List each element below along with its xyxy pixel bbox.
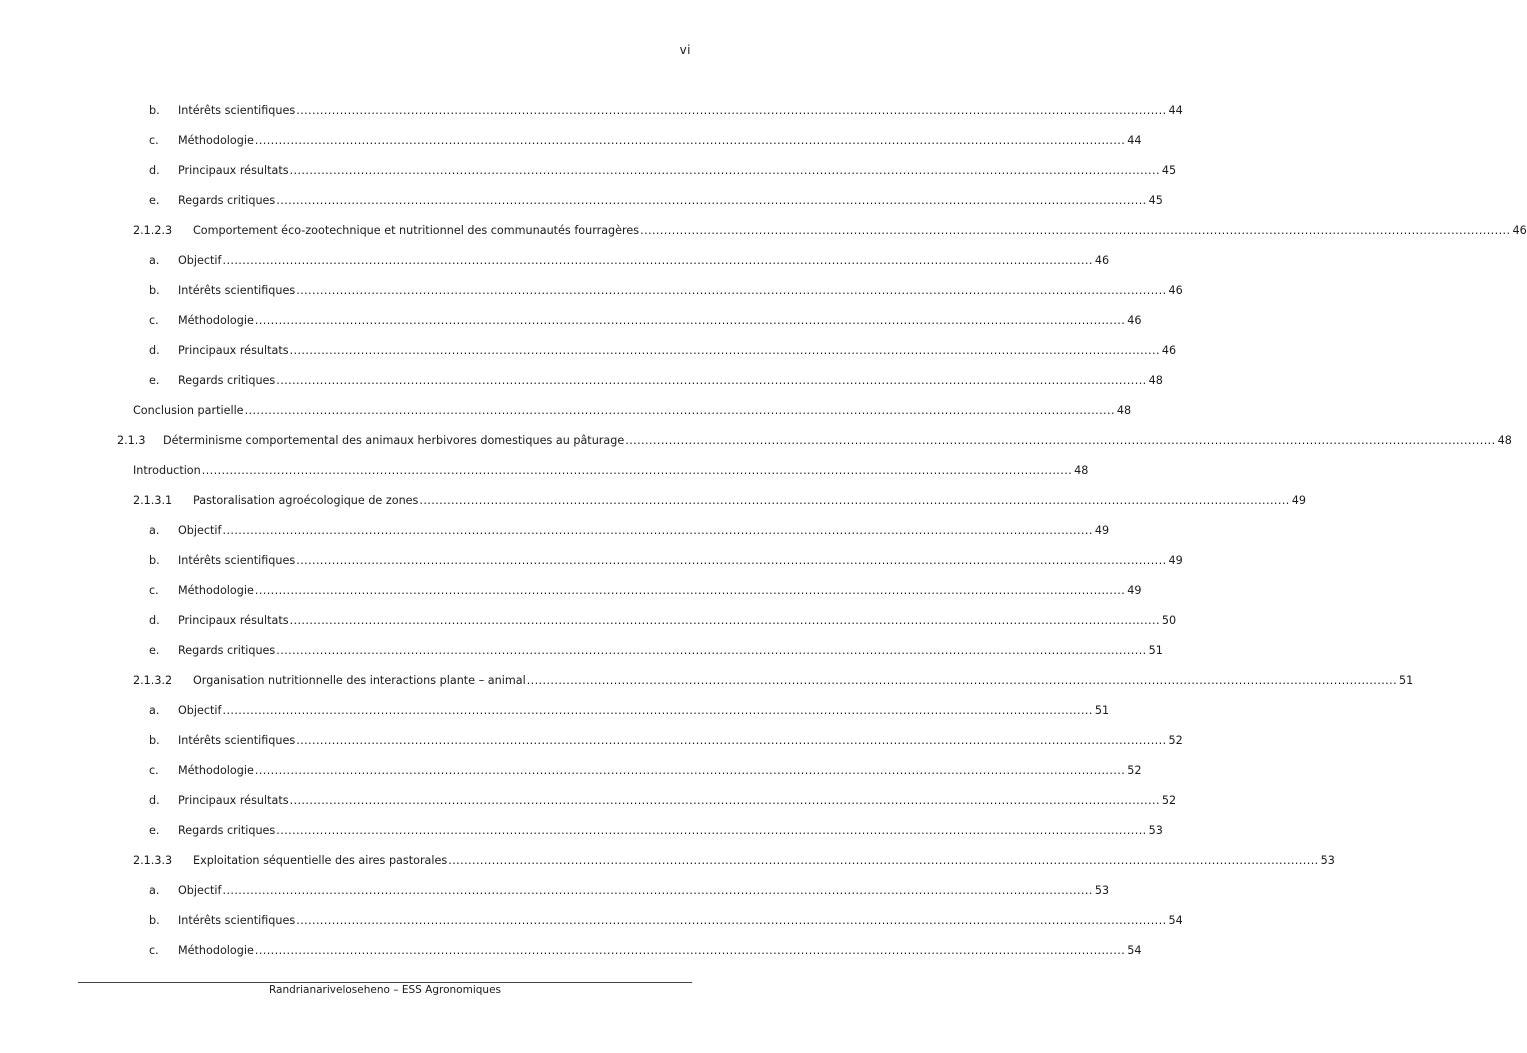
toc-entry-number: b. bbox=[149, 734, 160, 747]
toc-dot-leader: ............................................................................................................................................................................................................................ bbox=[526, 674, 1398, 687]
toc-entry-title: Objectif bbox=[178, 884, 222, 897]
toc-entry-title: Méthodologie bbox=[178, 584, 254, 597]
toc-dot-leader: ............................................................................................................................................................................................................................ bbox=[254, 584, 1126, 597]
toc-dot-leader: ............................................................................................................................................................................................................................ bbox=[276, 644, 1147, 657]
toc-entry-number: c. bbox=[149, 584, 159, 597]
toc-entry-title: Regards critiques bbox=[178, 194, 276, 207]
toc-entry[interactable] bbox=[0, 613, 1177, 629]
toc-dot-leader: ............................................................................................................................................................................................................................ bbox=[222, 884, 1093, 897]
toc-entry[interactable] bbox=[0, 103, 1183, 119]
toc-entry[interactable] bbox=[0, 523, 1110, 539]
toc-entry-number: e. bbox=[149, 644, 160, 657]
toc-entry-title: Exploitation séquentielle des aires pastorales bbox=[193, 854, 448, 867]
toc-entry[interactable] bbox=[0, 373, 1163, 389]
toc-entry-number: a. bbox=[149, 524, 160, 537]
toc-dot-leader: ............................................................................................................................................................................................................................ bbox=[296, 104, 1167, 117]
toc-entry-page: 49 bbox=[1168, 554, 1183, 567]
toc-entry-title: Intérêts scientifiques bbox=[178, 104, 296, 117]
toc-entry-title: Méthodologie bbox=[178, 314, 254, 327]
toc-entry-title: Conclusion partielle bbox=[133, 404, 244, 417]
toc-entry-number: 2.1.2.3 bbox=[133, 224, 173, 237]
toc-dot-leader: ............................................................................................................................................................................................................................ bbox=[296, 734, 1167, 747]
toc-entry-title: Principaux résultats bbox=[178, 794, 289, 807]
toc-entry[interactable] bbox=[0, 343, 1177, 359]
toc-entry[interactable] bbox=[0, 253, 1110, 269]
toc-entry-page: 51 bbox=[1148, 644, 1163, 657]
toc-dot-leader: ............................................................................................................................................................................................................................ bbox=[276, 374, 1147, 387]
toc-entry-title: Introduction bbox=[133, 464, 201, 477]
toc-entry-page: 53 bbox=[1094, 884, 1110, 897]
toc-dot-leader: ............................................................................................................................................................................................................................ bbox=[222, 254, 1093, 267]
toc-dot-leader: ............................................................................................................................................................................................................................ bbox=[296, 914, 1167, 927]
toc-entry-page: 49 bbox=[1094, 524, 1110, 537]
toc-entry[interactable] bbox=[0, 163, 1177, 179]
toc-entry-title: Regards critiques bbox=[178, 824, 276, 837]
toc-entry-page: 48 bbox=[1074, 464, 1089, 477]
toc-entry-title: Objectif bbox=[178, 524, 222, 537]
toc-entry-title: Intérêts scientifiques bbox=[178, 554, 296, 567]
toc-entry-title: Principaux résultats bbox=[178, 614, 289, 627]
toc-entry[interactable] bbox=[0, 853, 1335, 869]
toc-entry-page: 46 bbox=[1127, 314, 1142, 327]
toc-entry-page: 44 bbox=[1168, 104, 1183, 117]
toc-entry-number: a. bbox=[149, 884, 160, 897]
toc-dot-leader: ............................................................................................................................................................................................................................ bbox=[276, 824, 1147, 837]
toc-entry[interactable] bbox=[0, 283, 1183, 299]
toc-entry-number: d. bbox=[149, 344, 160, 357]
toc-entry-title: Principaux résultats bbox=[178, 344, 289, 357]
toc-entry[interactable] bbox=[0, 823, 1163, 839]
toc-dot-leader: ............................................................................................................................................................................................................................ bbox=[448, 854, 1319, 867]
toc-entry-number: d. bbox=[149, 614, 160, 627]
toc-dot-leader: ............................................................................................................................................................................................................................ bbox=[289, 794, 1160, 807]
toc-entry-number: a. bbox=[149, 704, 160, 717]
toc-entry-title: Déterminisme comportemental des animaux herbivores domestiques au pâturage bbox=[163, 434, 625, 447]
toc-entry-title: Intérêts scientifiques bbox=[178, 734, 296, 747]
footer-divider bbox=[78, 982, 692, 983]
toc-dot-leader: ............................................................................................................................................................................................................................ bbox=[254, 764, 1126, 777]
toc-dot-leader: ............................................................................................................................................................................................................................ bbox=[640, 224, 1511, 237]
toc-entry-number: e. bbox=[149, 194, 160, 207]
toc-dot-leader: ............................................................................................................................................................................................................................ bbox=[419, 494, 1290, 507]
toc-entry-number: c. bbox=[149, 764, 159, 777]
toc-entry-title: Principaux résultats bbox=[178, 164, 289, 177]
toc-entry-page: 50 bbox=[1161, 614, 1177, 627]
toc-entry-page: 46 bbox=[1512, 224, 1527, 237]
toc-entry-page: 52 bbox=[1161, 794, 1177, 807]
toc-entry[interactable] bbox=[0, 133, 1142, 149]
toc-dot-leader: ............................................................................................................................................................................................................................ bbox=[254, 134, 1126, 147]
toc-entry-number: e. bbox=[149, 374, 160, 387]
toc-entry[interactable] bbox=[0, 433, 1512, 449]
toc-entry-page: 52 bbox=[1127, 764, 1142, 777]
footer-text: Randrianariveloseheno – ESS Agronomiques bbox=[268, 984, 501, 996]
toc-entry-title: Intérêts scientifiques bbox=[178, 914, 296, 927]
toc-entry-page: 53 bbox=[1320, 854, 1335, 867]
toc-entry-page: 49 bbox=[1127, 584, 1142, 597]
toc-entry-title: Objectif bbox=[178, 254, 222, 267]
toc-entry-page: 45 bbox=[1148, 194, 1163, 207]
page-number: vi bbox=[679, 43, 691, 57]
toc-entry-page: 46 bbox=[1161, 344, 1177, 357]
toc-entry-page: 48 bbox=[1497, 434, 1512, 447]
toc-entry-title: Méthodologie bbox=[178, 944, 254, 957]
toc-dot-leader: ............................................................................................................................................................................................................................ bbox=[222, 524, 1093, 537]
toc-entry[interactable] bbox=[0, 643, 1163, 659]
toc-dot-leader: ............................................................................................................................................................................................................................ bbox=[254, 944, 1126, 957]
toc-entry[interactable] bbox=[0, 463, 1089, 479]
toc-entry-title: Comportement éco-zootechnique et nutritionnel des communautés fourragères bbox=[193, 224, 640, 237]
toc-entry-number: b. bbox=[149, 914, 160, 927]
toc-entry-number: e. bbox=[149, 824, 160, 837]
toc-entry-page: 48 bbox=[1148, 374, 1163, 387]
toc-entry[interactable] bbox=[0, 703, 1110, 719]
toc-entry-page: 45 bbox=[1161, 164, 1177, 177]
toc-entry[interactable] bbox=[0, 493, 1306, 509]
toc-entry-page: 51 bbox=[1094, 704, 1110, 717]
toc-entry[interactable] bbox=[0, 733, 1183, 749]
toc-entry-number: b. bbox=[149, 554, 160, 567]
toc-entry-number: c. bbox=[149, 944, 159, 957]
toc-entry[interactable] bbox=[0, 793, 1177, 809]
toc-entry-title: Organisation nutritionnelle des interactions plante – animal bbox=[193, 674, 526, 687]
toc-entry-number: 2.1.3 bbox=[117, 434, 146, 447]
toc-entry-title: Méthodologie bbox=[178, 764, 254, 777]
toc-entry[interactable] bbox=[0, 763, 1142, 779]
toc-entry-number: c. bbox=[149, 314, 159, 327]
toc-dot-leader: ............................................................................................................................................................................................................................ bbox=[244, 404, 1115, 417]
toc-entry-page: 53 bbox=[1148, 824, 1163, 837]
toc-entry-number: d. bbox=[149, 164, 160, 177]
toc-dot-leader: ............................................................................................................................................................................................................................ bbox=[276, 194, 1147, 207]
toc-entry[interactable] bbox=[0, 583, 1142, 599]
toc-entry[interactable] bbox=[0, 193, 1163, 209]
toc-dot-leader: ............................................................................................................................................................................................................................ bbox=[222, 704, 1093, 717]
toc-entry-page: 48 bbox=[1116, 404, 1132, 417]
toc-entry-page: 49 bbox=[1291, 494, 1306, 507]
toc-dot-leader: ............................................................................................................................................................................................................................ bbox=[296, 284, 1167, 297]
toc-entry-title: Intérêts scientifiques bbox=[178, 284, 296, 297]
toc-entry[interactable] bbox=[0, 913, 1183, 929]
toc-entry[interactable] bbox=[0, 943, 1142, 959]
toc-entry-number: 2.1.3.1 bbox=[133, 494, 173, 507]
toc-entry[interactable] bbox=[0, 403, 1132, 419]
toc-entry-page: 54 bbox=[1168, 914, 1183, 927]
toc-entry-page: 52 bbox=[1168, 734, 1183, 747]
toc-entry-title: Pastoralisation agroécologique de zones bbox=[193, 494, 419, 507]
toc-entry-number: b. bbox=[149, 104, 160, 117]
toc-entry-title: Regards critiques bbox=[178, 374, 276, 387]
toc-dot-leader: ............................................................................................................................................................................................................................ bbox=[625, 434, 1496, 447]
toc-entry[interactable] bbox=[0, 553, 1183, 569]
toc-entry-page: 51 bbox=[1399, 674, 1414, 687]
toc-entry-page: 46 bbox=[1168, 284, 1183, 297]
toc-entry-number: 2.1.3.3 bbox=[133, 854, 173, 867]
toc-entry-number: 2.1.3.2 bbox=[133, 674, 173, 687]
toc-entry-title: Regards critiques bbox=[178, 644, 276, 657]
toc-entry-title: Objectif bbox=[178, 704, 222, 717]
toc-dot-leader: ............................................................................................................................................................................................................................ bbox=[289, 164, 1160, 177]
toc-dot-leader: ............................................................................................................................................................................................................................ bbox=[296, 554, 1167, 567]
toc-entry-number: a. bbox=[149, 254, 160, 267]
toc-dot-leader: ............................................................................................................................................................................................................................ bbox=[201, 464, 1073, 477]
toc-entry-number: c. bbox=[149, 134, 159, 147]
toc-entry[interactable] bbox=[0, 883, 1110, 899]
toc-dot-leader: ............................................................................................................................................................................................................................ bbox=[254, 314, 1126, 327]
toc-entry-number: b. bbox=[149, 284, 160, 297]
toc-entry-page: 54 bbox=[1127, 944, 1142, 957]
toc-entry[interactable] bbox=[0, 673, 1414, 689]
toc-entry[interactable] bbox=[0, 313, 1142, 329]
toc-dot-leader: ............................................................................................................................................................................................................................ bbox=[289, 344, 1160, 357]
toc-entry[interactable] bbox=[0, 223, 1527, 239]
toc-entry-title: Méthodologie bbox=[178, 134, 254, 147]
toc-entry-page: 46 bbox=[1094, 254, 1110, 267]
toc-dot-leader: ............................................................................................................................................................................................................................ bbox=[289, 614, 1160, 627]
toc-entry-page: 44 bbox=[1127, 134, 1142, 147]
toc-entry-number: d. bbox=[149, 794, 160, 807]
